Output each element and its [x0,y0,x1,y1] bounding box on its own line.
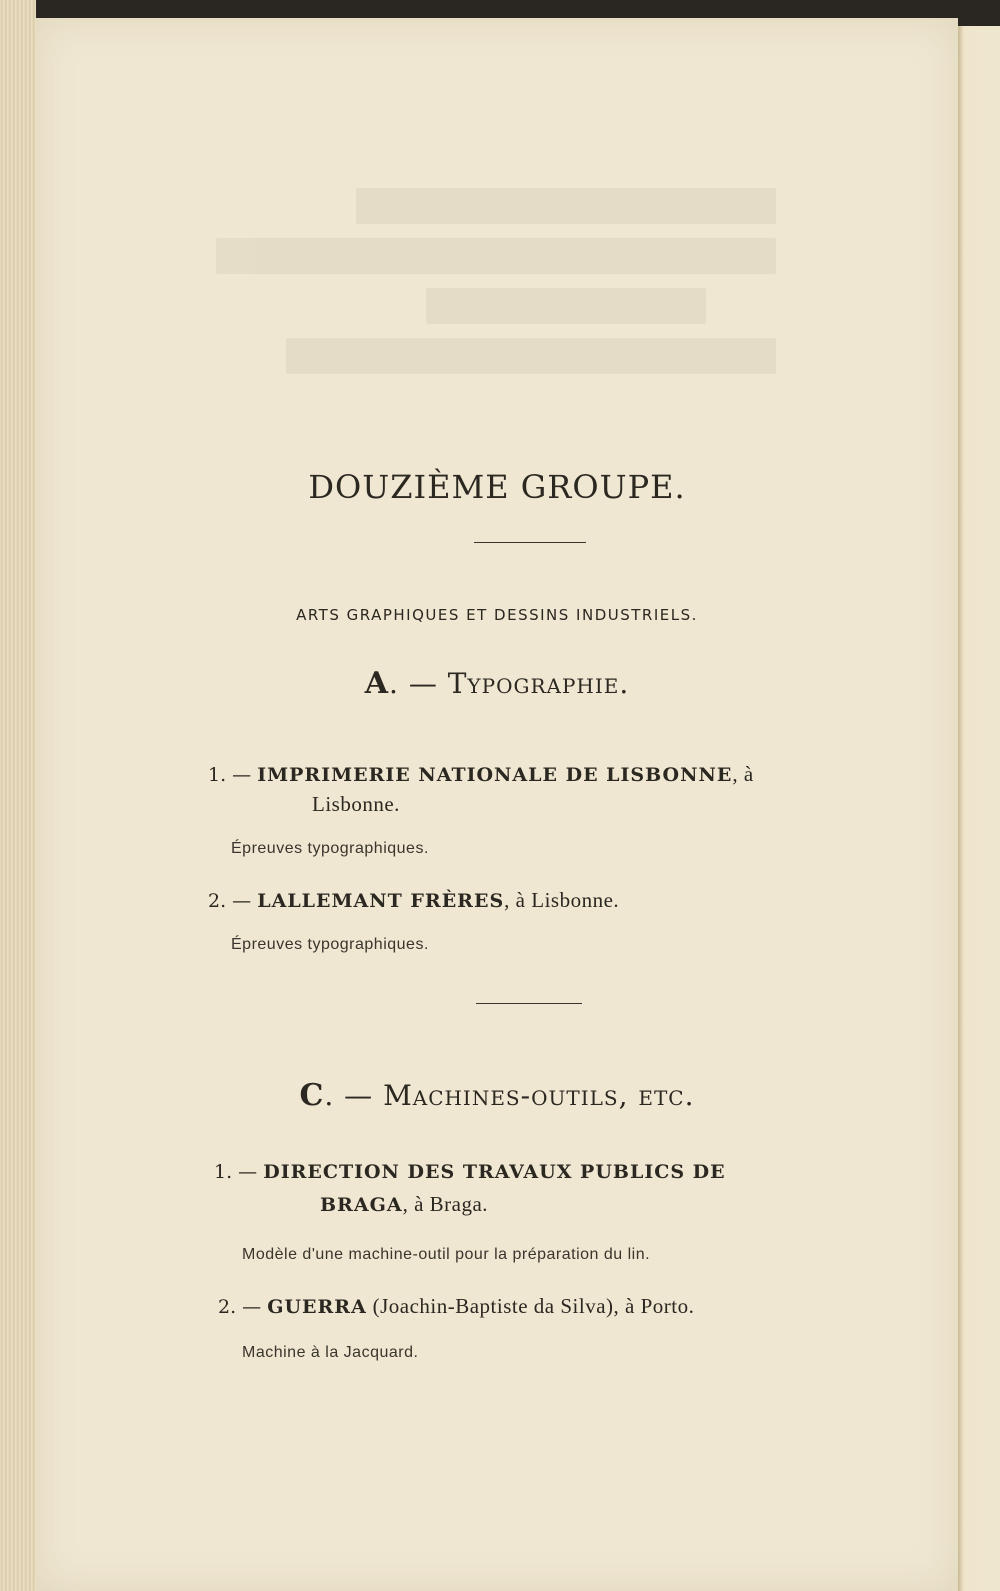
entry-a-2-description: Épreuves typographiques. [231,936,429,953]
entry-number: 2. — [218,1296,262,1318]
entry-a-1 [208,758,898,791]
section-letter: A [364,666,390,701]
section-letter: C [299,1078,325,1113]
section-title: . — Machines-outils, etc. [324,1079,695,1112]
page-edges-left [0,0,36,1591]
entry-number: 1. — [214,1161,258,1183]
entry-location-line2: Lisbonne. [312,792,400,816]
entry-name: GUERRA [267,1296,367,1318]
section-heading-a [36,666,958,701]
page [36,18,958,1591]
section-heading-c [36,1078,958,1113]
group-subtitle: ARTS GRAPHIQUES ET DESSINS INDUSTRIELS. [296,606,698,624]
entry-location: , à Lisbonne. [504,888,620,912]
entry-location: (Joachin-Baptiste da Silva), à Porto. [366,1294,695,1318]
entry-name: IMPRIMERIE NATIONALE DE LISBONNE [257,764,733,786]
title-rule [474,542,586,543]
entry-location-line2: , à Braga. [402,1192,489,1216]
entry-number: 1. — [208,764,252,786]
section-title: . — Typographie. [389,667,630,700]
entry-a-2 [208,884,898,917]
entry-a-1-description: Épreuves typographiques. [231,840,429,857]
entry-name: LALLEMANT FRÈRES [257,890,505,912]
section-rule [476,1003,582,1004]
entry-c-1-description: Modèle d'une machine-outil pour la préparation du lin. [242,1246,651,1263]
page-edge-right [958,26,1000,1591]
entry-name: DIRECTION DES TRAVAUX PUBLICS DE [263,1161,726,1183]
entry-name-line2: BRAGA [320,1194,403,1216]
entry-number: 2. — [208,890,252,912]
entry-a-1-line2 [312,788,400,821]
entry-c-1-line2 [320,1188,488,1221]
entry-c-1 [214,1156,914,1188]
entry-location: , à [732,762,754,786]
entry-c-2-description: Machine à la Jacquard. [242,1344,419,1361]
entry-c-2 [218,1290,918,1323]
group-title: DOUZIÈME GROUPE. [308,468,686,506]
